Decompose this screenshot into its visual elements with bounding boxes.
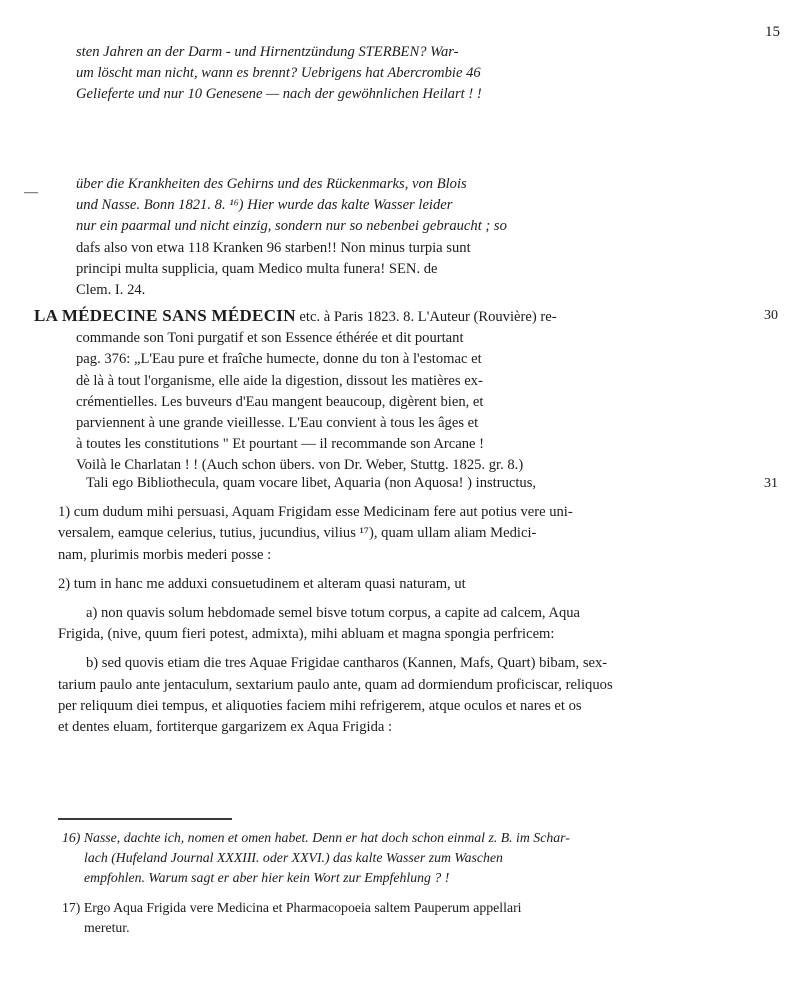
text-line: nam, plurimis morbis mederi posse :	[58, 546, 272, 563]
footnote-16	[62, 828, 752, 888]
text-line: crémentielles. Les buveurs d'Eau mangent beaucoup, digèrent bien, et	[76, 393, 484, 410]
text-line: und Nasse. Bonn 1821. 8. ¹⁶) Hier wurde das kalte Wasser leider	[76, 197, 453, 214]
text-line: b) sed quovis etiam die tres Aquae Frigidae cantharos (Kannen, Mafs, Quart) bibam, sex-	[86, 655, 608, 672]
text-line: Gelieferte und nur 10 Genesene — nach der gewöhnlichen Heilart ! !	[76, 86, 482, 103]
text-line: versalem, eamque celerius, tutius, jucundius, vilius ¹⁷), quam ullam aliam Medici-	[58, 525, 537, 542]
text-line: lach (Hufeland Journal XXXIII. oder XXVI.) das kalte Wasser zum Waschen	[84, 850, 503, 865]
text-line: à toutes les constitutions " Et pourtant — il recommande son Arcane !	[76, 436, 485, 453]
book-title: LA MÉDECINE SANS MÉDECIN	[34, 306, 296, 325]
latin-section	[58, 473, 752, 738]
text-line: pag. 376: „L'Eau pure et fraîche humecte, donne du ton à l'estomac et	[76, 351, 482, 368]
text-line	[34, 305, 752, 328]
top-paragraph	[76, 42, 752, 106]
text-line: um löscht man nicht, wann es brennt? Uebrigens hat Abercrombie 46	[76, 65, 481, 82]
footnote-17	[62, 898, 752, 938]
text-line: a) non quavis solum hebdomade semel bisve totum corpus, a capite ad calcem, Aqua	[86, 605, 581, 622]
text-line: Voilà le Charlatan ! ! (Auch schon übers. von Dr. Weber, Stuttg. 1825. gr. 8.)	[76, 457, 524, 474]
margin-number: 30	[764, 308, 778, 323]
text-line: parviennent à une grande vieillesse. L'Eau convient à tous les âges et	[76, 415, 479, 432]
page-number: 15	[765, 24, 780, 40]
text-line: 17) Ergo Aqua Frigida vere Medicina et Pharmacopoeia saltem Pauperum appellari	[62, 900, 522, 915]
text-line: Tali ego Bibliothecula, quam vocare libet, Aquaria (non Aquosa! ) instructus,	[86, 475, 537, 491]
em-dash: —	[24, 185, 38, 200]
text-line: nur ein paarmal und nicht einzig, sondern nur so nebenbei gebraucht ; so	[76, 218, 507, 235]
text-line: 1) cum dudum mihi persuasi, Aquam Frigidam esse Medicinam fere aut potius vere uni-	[58, 504, 573, 521]
text-line: meretur.	[84, 920, 130, 935]
text-line: principi multa supplicia, quam Medico multa funera! SEN. de	[76, 260, 438, 277]
text-line: 16) Nasse, dachte ich, nomen et omen habet. Denn er hat doch schon einmal z. B. im Schar-	[62, 830, 570, 845]
text-span: etc. à Paris 1823. 8. L'Auteur (Rouvière) re-	[295, 309, 557, 325]
text-line: dè là à tout l'organisme, elle aide la digestion, dissout les matières ex-	[76, 372, 483, 389]
footnote-separator	[58, 818, 232, 820]
text-line: dafs also von etwa 118 Kranken 96 starben!! Non minus turpia sunt	[76, 239, 471, 256]
text-line: per reliquum diei tempus, et aliquoties faciem mihi refrigerem, atque oculos et nares et os	[58, 697, 582, 714]
text-line: sten Jahren an der Darm - und Hirnentzündung STERBEN? War-	[76, 44, 459, 60]
second-paragraph	[76, 174, 752, 301]
third-paragraph	[34, 305, 752, 477]
text-line: Frigida, (nive, quum fieri potest, admixta), mihi abluam et magna spongia perfricem:	[58, 626, 555, 643]
text-line: tarium paulo ante jentaculum, sextarium paulo ante, quam ad dormiendum proficiscar, reliquos	[58, 676, 613, 693]
text-line: empfohlen. Warum sagt er aber hier kein Wort zur Empfehlung ? !	[84, 870, 450, 885]
text-line: Clem. I. 24.	[76, 282, 146, 299]
text-line: et dentes eluam, fortiterque gargarizem ex Aqua Frigida :	[58, 719, 393, 736]
text-line: über die Krankheiten des Gehirns und des Rückenmarks, von Blois	[76, 176, 467, 192]
text-line: 2) tum in hanc me adduxi consuetudinem et alteram quasi naturam, ut	[58, 575, 466, 592]
margin-number: 31	[764, 476, 778, 491]
text-line: commande son Toni purgatif et son Essence éthérée et dit pourtant	[76, 330, 464, 347]
